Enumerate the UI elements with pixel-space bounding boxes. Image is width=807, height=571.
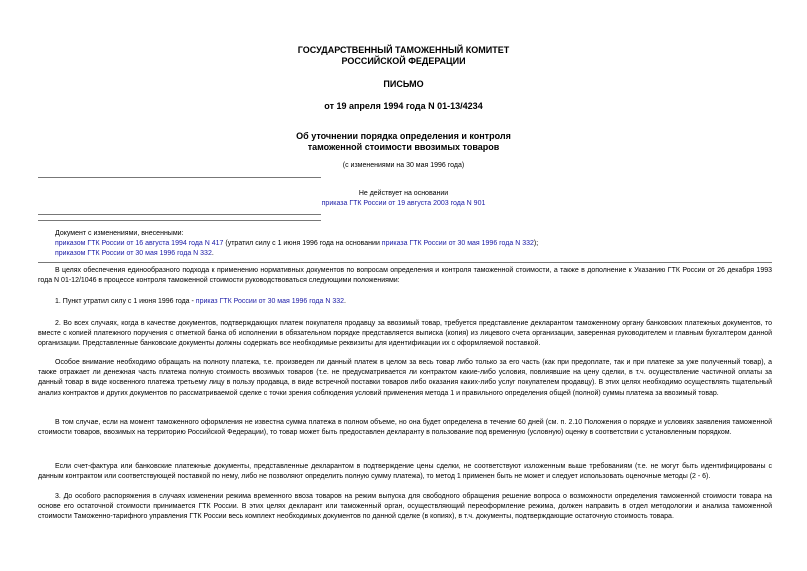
changes-link-332-b[interactable]: приказом ГТК России от 30 мая 1996 года N 332 [55, 250, 212, 257]
changes-line-1-end: ); [533, 240, 539, 247]
org-line-1: ГОСУДАРСТВЕННЫЙ ТАМОЖЕННЫЙ КОМИТЕТ [297, 45, 510, 55]
paragraph-4: В том случае, если на момент таможенного оформления не известна сумма платежа в полном объеме, но она будет определена в течение 60 дней (см. п. 2.10 Положения о порядке и условиях заявления таможенной стоимости товаров, ввозимых на территорию Российской Федерации), то товар может быть предоставлен декларанту в пользование под временную (условную) оценку в соответствии с установленным порядком. [38, 419, 772, 437]
paragraph-6: 3. До особого распоряжения в случаях изменении режима временного ввоза товаров на режим выпуска для свободного обращения решение вопроса о возможности определения таможенной стоимости товара на основе его остаточной стоимости принимается ГТК России. В этих целях декларант или таможенный орган, осуществляющий переоформление режима, должен направить в отдел методологии и анализа таможенной стоимости Таможенно-тарифного управления ГТК России весь комплект необходимых документов по данной сделке (в копиях), в т.ч. документы, подтверждающие остаточную стоимость товара. [38, 493, 772, 521]
divider [38, 214, 321, 215]
divider [38, 220, 321, 221]
divider [38, 177, 321, 178]
paragraph-1-end: . [344, 298, 346, 305]
status-link[interactable]: приказа ГТК России от 19 августа 2003 года N 901 [321, 200, 486, 207]
paragraph-5: Если счет-фактура или банковские платежные документы, представленные декларантом в подтверждение цены сделки, не соответствуют изложенным выше требованиям (т.е. не могут быть идентифицированы с данным контрактом или соответствующей поставкой по нему, либо не позволяют определить полную сумму платежа), то метод 1 применен быть не может и следует использовать оценочные методы (2 - 6). [38, 463, 772, 481]
title-line-2: таможенной стоимости ввозимых товаров [307, 142, 500, 152]
status-text: Не действует на основании [358, 190, 449, 197]
changes-link-417[interactable]: приказом ГТК России от 16 августа 1994 года N 417 [55, 240, 224, 247]
changes-line-2-end: . [211, 250, 214, 257]
paragraph-1-text: 1. Пункт утратил силу с 1 июня 1996 года - [55, 298, 196, 305]
paragraph-1 [38, 297, 772, 307]
changes-line-1-text: (утратил силу с 1 июня 1996 года на основании [223, 240, 382, 247]
changes-link-332-a[interactable]: приказа ГТК России от 30 мая 1996 года N 332 [381, 240, 534, 247]
doc-type: ПИСЬМО [383, 79, 424, 89]
paragraph-intro: В целях обеспечения единообразного подхода к применению нормативных документов по вопросам определения и контроля таможенной стоимости, а также в дополнение к Указанию ГТК России от 26 декабря 1993 года N 01-12/1046 в процессе контроля таможенной стоимости руководствоваться следующими положениями: [38, 267, 772, 285]
changes-block [55, 229, 538, 259]
changes-intro: Документ с изменениями, внесенными: [55, 230, 184, 237]
paragraph-1-link[interactable]: приказ ГТК России от 30 мая 1996 года N 332 [195, 298, 345, 305]
status-link-row [0, 199, 807, 209]
paragraph-3: Особое внимание необходимо обращать на полноту платежа, т.е. произведен ли данный платеж в целом за весь товар либо только за его часть (как при предоплате, так и при платеже за уже полученный товар), а также отражает ли денежная часть платежа полную стоимость ввозимых товаров (т.е. не предусматривается ли контрактом какие-либо условия, повлиявшие на цену сделки, в т.ч. осуществление частичной оплаты за данный товар в виде косвенного платежа третьему лицу в пользу продавца, в виде встречной поставки товаров либо оказания каких-либо услуг покупателем продавцу). В этих целях необходимо осуществлять тщательный анализ контрактов и других документов по рассматриваемой сделке с точки зрения соблюдения условий применения метода 1 и правильного определения общей (полной) суммы платежа за ввозимый товар. [38, 359, 772, 397]
paragraph-2: 2. Во всех случаях, когда в качестве документов, подтверждающих платеж покупателя продавцу за ввозимый товар, требуется представление декларантом таможенному органу банковских платежных документов, то вместе с копией платежного поручения с отметкой банка об исполнении в обязательном порядке представляется выписка (копия) из лицевого счета организации, заверенная руководителем и главным бухгалтером данной организации. Представленные банковские документы должны содержать все необходимые реквизиты для идентификации их с оформляемой поставкой. [38, 320, 772, 348]
title-line-1: Об уточнении порядка определения и контроля [296, 131, 511, 141]
amendment-note: (с изменениями на 30 мая 1996 года) [342, 162, 465, 169]
divider [38, 262, 772, 263]
doc-date: от 19 апреля 1994 года N 01-13/4234 [324, 101, 483, 111]
changes-line-1 [55, 239, 538, 249]
org-line-2: РОССИЙСКОЙ ФЕДЕРАЦИИ [341, 56, 466, 66]
changes-line-2 [55, 249, 538, 259]
